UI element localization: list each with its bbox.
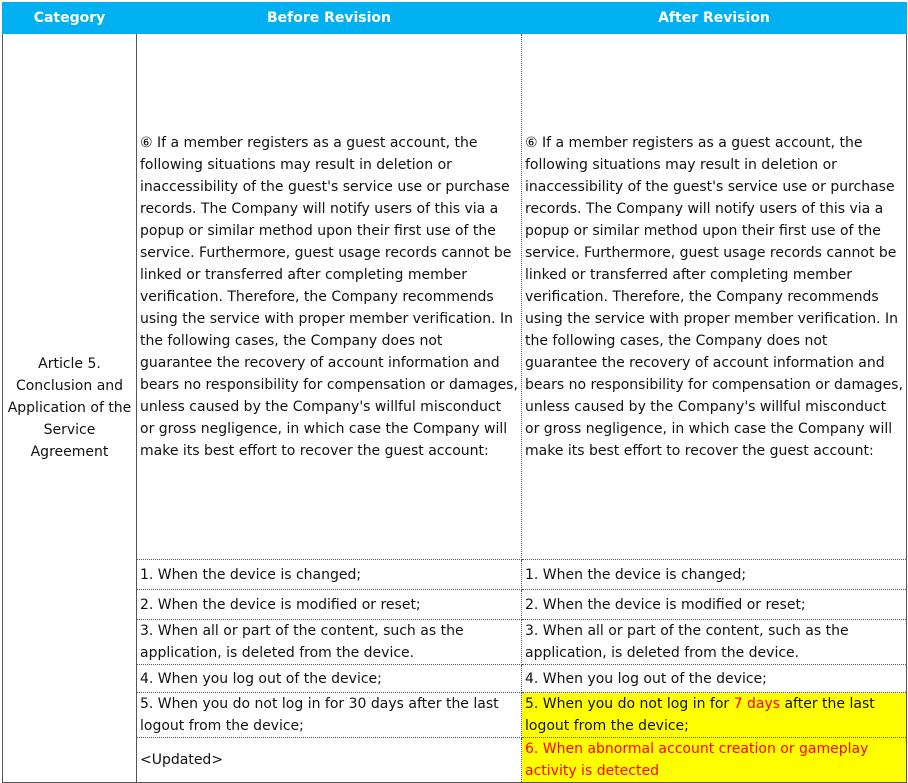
after-item-6: 6. When abnormal account creation or gameplay activity is detected <box>522 738 907 783</box>
item-row-3 <box>3 620 907 665</box>
item-row-6 <box>3 738 907 783</box>
after-paragraph-cell <box>522 34 907 560</box>
revision-table <box>2 2 907 783</box>
category-line-3: Application of the <box>7 400 132 416</box>
before-paragraph: ⑥ If a member registers as a guest account, the following situations may result in deletion or inaccessibility of the guest's service use or purchase records. The Company will notify users of this via a popup or similar method upon their first use of the service. Furthermore, guest usage records cannot be linked or transferred after completing member verification. Therefore, the Company recommends using the service with proper member verification. In the following cases, the Company does not guarantee the recovery of account information and bears no responsibility for compensation or damages, unless caused by the Company's willful misconduct or gross negligence, in which case the Company will make its best effort to recover the guest account: <box>140 134 518 459</box>
updated-label-cell: <Updated> <box>137 738 522 783</box>
category-cell <box>3 34 137 783</box>
after-paragraph: ⑥ If a member registers as a guest account, the following situations may result in deletion or inaccessibility of the guest's service use or purchase records. The Company will notify users of this via a popup or similar method upon their first use of the service. Furthermore, guest usage records cannot be linked or transferred after completing member verification. Therefore, the Company recommends using the service with proper member verification. In the following cases, the Company does not guarantee the recovery of account information and bears no responsibility for compensation or damages, unless caused by the Company's willful misconduct or gross negligence, in which case the Company will make its best effort to recover the guest account: <box>525 134 903 459</box>
category-line-2: Conclusion and <box>15 378 124 394</box>
before-paragraph-cell <box>137 34 522 560</box>
item-row-4 <box>3 665 907 693</box>
before-item-4: 4. When you log out of the device; <box>137 665 522 693</box>
before-item-3: 3. When all or part of the content, such as the application, is deleted from the device. <box>137 620 522 665</box>
main-paragraph-row <box>3 34 907 560</box>
after-item-5-changed-value: 7 days <box>733 696 781 712</box>
before-item-2: 2. When the device is modified or reset; <box>137 590 522 620</box>
after-item-5-prefix: 5. When you do not log in for <box>525 696 734 712</box>
category-line-1: Article 5. <box>38 356 101 372</box>
header-before-revision: Before Revision <box>137 3 522 34</box>
before-item-5: 5. When you do not log in for 30 days after the last logout from the device; <box>137 693 522 738</box>
header-category: Category <box>3 3 137 34</box>
after-item-4: 4. When you log out of the device; <box>522 665 907 693</box>
after-item-5 <box>522 693 907 738</box>
after-item-3: 3. When all or part of the content, such as the application, is deleted from the device. <box>522 620 907 665</box>
item-row-2 <box>3 590 907 620</box>
before-item-1: 1. When the device is changed; <box>137 560 522 590</box>
after-item-1: 1. When the device is changed; <box>522 560 907 590</box>
item-row-1 <box>3 560 907 590</box>
header-row <box>3 3 907 34</box>
item-row-5 <box>3 693 907 738</box>
after-item-5-suffix: after the last logout from the device; <box>525 696 875 734</box>
header-after-revision: After Revision <box>522 3 907 34</box>
after-item-2: 2. When the device is modified or reset; <box>522 590 907 620</box>
category-line-4: Service Agreement <box>30 422 109 460</box>
